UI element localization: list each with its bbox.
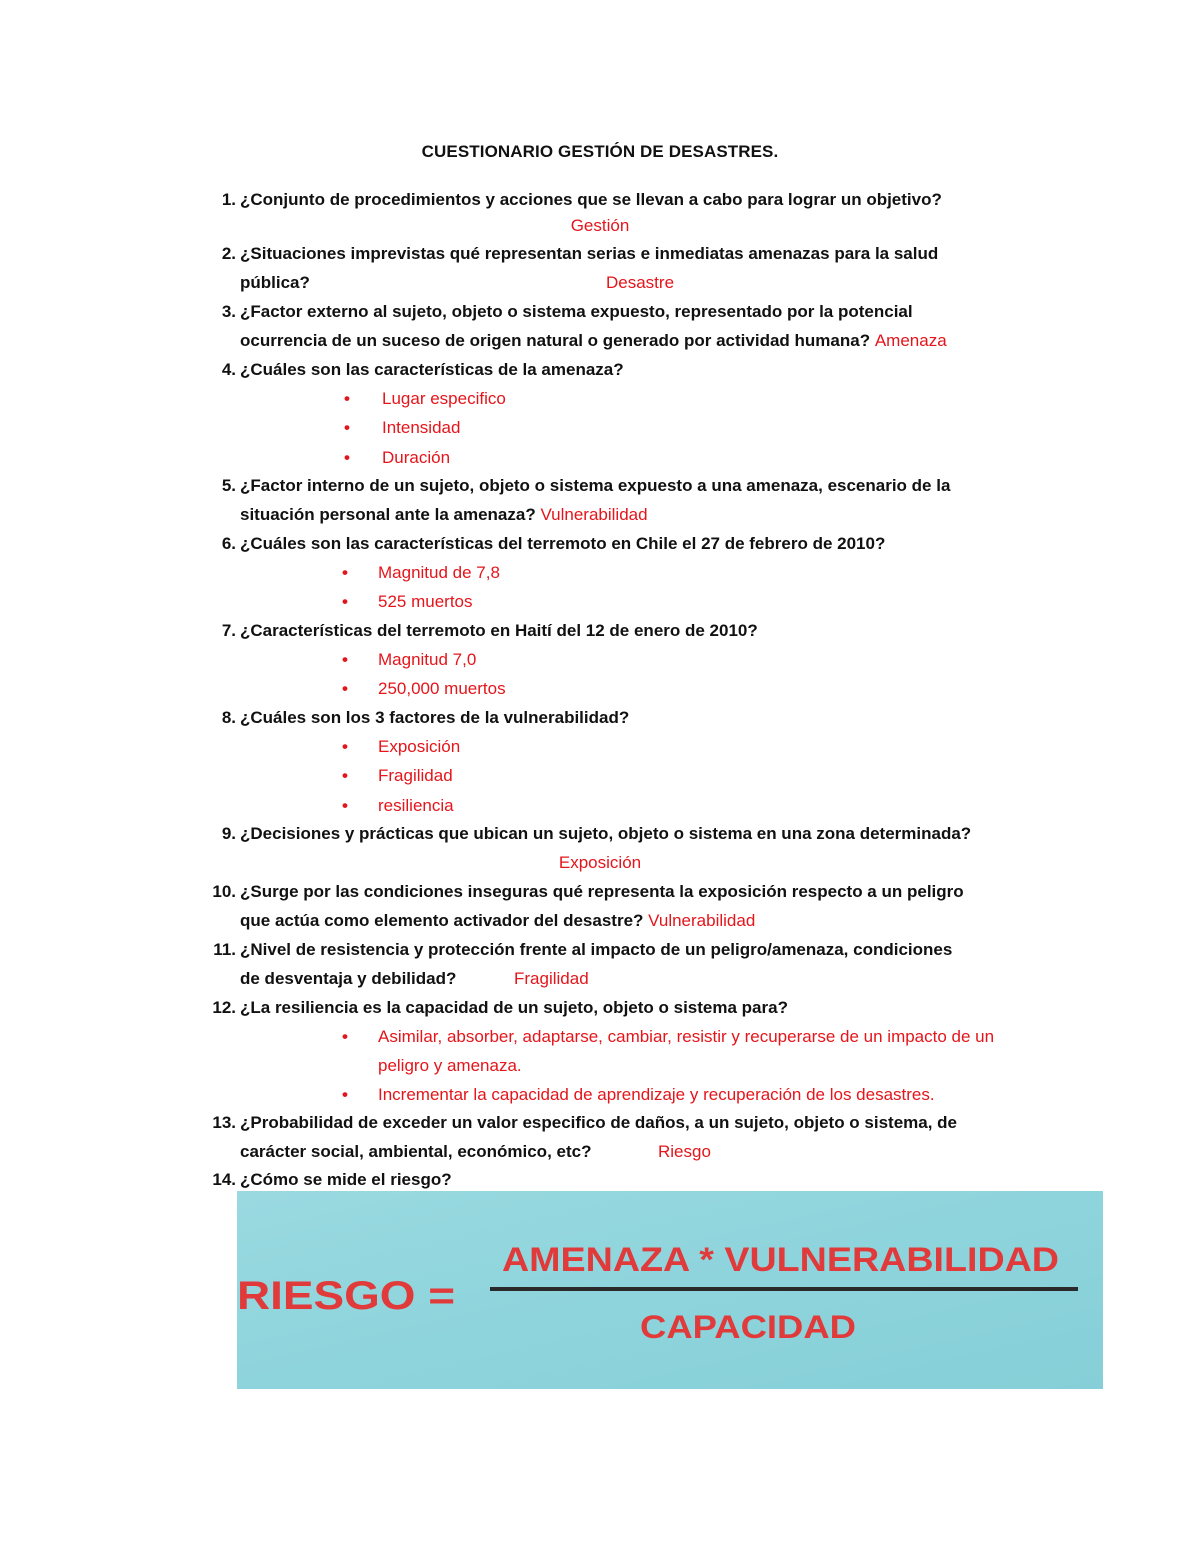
- question-number: 12.: [212, 998, 236, 1017]
- question-number: 7.: [221, 621, 236, 640]
- question-number: 9.: [221, 824, 236, 843]
- formula-denominator: CAPACIDAD: [640, 1309, 856, 1345]
- question-text: ¿Conjunto de procedimientos y acciones que se llevan a cabo para lograr un objetivo?: [240, 190, 942, 209]
- question-number: 6.: [221, 534, 236, 553]
- question-text-line2: que actúa como elemento activador del desastre? Vulnerabilidad: [240, 911, 756, 930]
- question-4: [196, 355, 1034, 384]
- formula-numerator: AMENAZA * VULNERABILIDAD: [502, 1241, 1059, 1279]
- risk-formula-image: [237, 1191, 1103, 1389]
- formula-left: RIESGO =: [237, 1274, 455, 1318]
- question-number: 5.: [221, 476, 236, 495]
- question-text: ¿Características del terremoto en Haití del 12 de enero de 2010?: [240, 621, 758, 640]
- answer-2: Desastre: [606, 273, 675, 292]
- question-number: 2.: [221, 244, 236, 263]
- question-14: [196, 1165, 1034, 1194]
- question-text: ¿Decisiones y prácticas que ubican un sujeto, objeto o sistema en una zona determinada?: [240, 824, 972, 843]
- question-text: ¿Cuáles son las características de la amenaza?: [240, 360, 624, 379]
- answer-10: Vulnerabilidad: [648, 911, 756, 930]
- question-text-line1: ¿Situaciones imprevistas qué representan serias e inmediatas amenazas para la salud: [240, 244, 939, 263]
- question-6: [196, 529, 1034, 558]
- question-5: [196, 471, 1034, 529]
- answer-5: Vulnerabilidad: [540, 505, 648, 524]
- question-number: 10.: [212, 882, 236, 901]
- question-9: [196, 819, 1034, 848]
- answer-1: Gestión: [570, 216, 630, 235]
- list-item: • resiliencia: [342, 796, 454, 815]
- question-3: [196, 297, 1034, 355]
- question-1: [196, 185, 1034, 214]
- question-text-line1: ¿Nivel de resistencia y protección frente al impacto de un peligro/amenaza, condiciones: [240, 940, 953, 959]
- question-text: ¿Cómo se mide el riesgo?: [240, 1170, 452, 1189]
- list-item: • Incrementar la capacidad de aprendizaje y recuperación de los desastres.: [342, 1085, 935, 1104]
- list-item: • Fragilidad: [342, 766, 453, 785]
- list-item: • Intensidad: [344, 418, 461, 437]
- list-item: • Duración: [344, 448, 451, 467]
- question-number: 1.: [221, 190, 236, 209]
- question-number: 8.: [221, 708, 236, 727]
- list-item: • Asimilar, absorber, adaptarse, cambiar, resistir y recuperarse de un impacto de un peligro y amenaza.: [342, 1027, 995, 1075]
- question-13: [196, 1108, 1034, 1166]
- question-number: 3.: [221, 302, 236, 321]
- question-text: ¿La resiliencia es la capacidad de un sujeto, objeto o sistema para?: [240, 998, 788, 1017]
- question-text-line1: ¿Factor interno de un sujeto, objeto o sistema expuesto a una amenaza, escenario de la: [240, 476, 951, 495]
- question-number: 14.: [212, 1170, 236, 1189]
- answer-11: Fragilidad: [514, 969, 589, 988]
- list-item: • Exposición: [342, 737, 461, 756]
- question-text-line1: ¿Surge por las condiciones inseguras qué representa la exposición respecto a un peligro: [240, 882, 964, 901]
- question-text: ¿Cuáles son los 3 factores de la vulnerabilidad?: [240, 708, 630, 727]
- list-item: • Lugar especifico: [344, 389, 506, 408]
- question-text-line1: ¿Probabilidad de exceder un valor especifico de daños, a un sujeto, objeto o sistema, de: [240, 1113, 958, 1132]
- list-item: • 250,000 muertos: [342, 679, 506, 698]
- list-item: • Magnitud de 7,8: [342, 563, 500, 582]
- question-11: [196, 935, 1034, 993]
- list-item: • Magnitud 7,0: [342, 650, 477, 669]
- answer-13: Riesgo: [658, 1142, 711, 1161]
- fraction-bar: [490, 1287, 1078, 1291]
- question-12: [196, 993, 1034, 1022]
- question-text-line2: ocurrencia de un suceso de origen natural o generado por actividad humana? Amenaza: [240, 331, 947, 350]
- question-text-line1: ¿Factor externo al sujeto, objeto o sistema expuesto, representado por la potencial: [240, 302, 913, 321]
- question-number: 13.: [212, 1113, 236, 1132]
- question-text-line2: pública?: [240, 273, 310, 292]
- question-7: [196, 616, 1034, 645]
- question-text: ¿Cuáles son las características del terremoto en Chile el 27 de febrero de 2010?: [240, 534, 886, 553]
- document-title: CUESTIONARIO GESTIÓN DE DESASTRES.: [421, 142, 779, 161]
- question-number: 11.: [213, 940, 236, 959]
- answer-9: Exposición: [558, 853, 642, 872]
- question-number: 4.: [221, 360, 236, 379]
- question-text-line2: de desventaja y debilidad?: [240, 969, 457, 988]
- question-text-line2: situación personal ante la amenaza? Vulnerabilidad: [240, 505, 648, 524]
- list-item: • 525 muertos: [342, 592, 473, 611]
- question-text-line2: carácter social, ambiental, económico, etc?: [240, 1142, 592, 1161]
- answer-3: Amenaza: [874, 331, 947, 350]
- question-10: [196, 877, 1034, 935]
- question-8: [196, 703, 1034, 732]
